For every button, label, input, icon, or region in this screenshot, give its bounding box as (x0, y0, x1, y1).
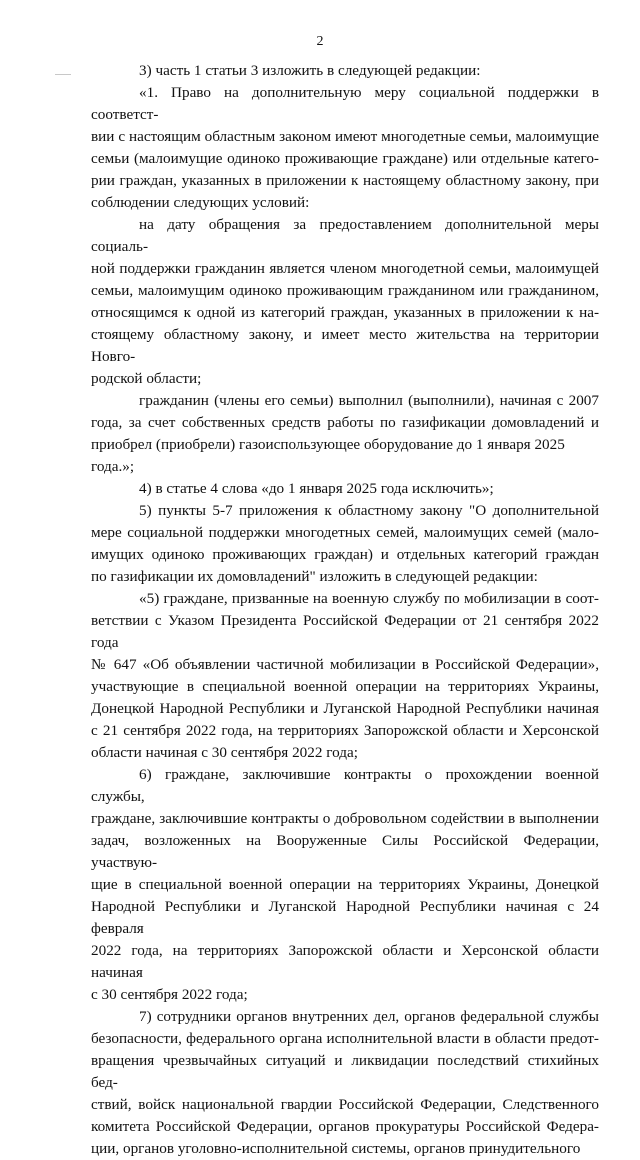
text-line: ной поддержки гражданин является членом многодетной семьи, малоимущей (91, 260, 599, 277)
text-line: рии граждан, указанных в приложении к настоящему областному закону, при (91, 172, 599, 189)
scan-mark (55, 74, 71, 75)
text-line: 4) в статье 4 слова «до 1 января 2025 года исключить»; (139, 480, 494, 497)
text-line: ствий, войск национальной гвардии Российской Федерации, Следственного (91, 1096, 599, 1113)
text-line: «1. Право на дополнительную меру социальной поддержки в соответст- (91, 84, 599, 123)
text-line: граждане, заключившие контракты о добровольном содействии в выполнении (91, 810, 599, 827)
text-line: 3) часть 1 статьи 3 изложить в следующей редакции: (139, 62, 481, 79)
text-line: мере социальной поддержки многодетных семей, малоимущих семей (мало- (91, 524, 599, 541)
text-line: 6) граждане, заключившие контракты о прохождении военной службы, (91, 766, 599, 805)
document-body (91, 60, 599, 1160)
text-line: родской области; (91, 370, 202, 387)
paragraph (91, 764, 599, 1006)
page-number: 2 (316, 34, 324, 49)
text-line: вращения чрезвычайных ситуаций и ликвидации последствий стихийных бед- (91, 1052, 599, 1091)
text-line: 7) сотрудники органов внутренних дел, органов федеральной службы (139, 1008, 599, 1025)
text-line: ветствии с Указом Президента Российской Федерации от 21 сентября 2022 года (91, 612, 599, 651)
text-line: на дату обращения за предоставлением дополнительной меры социаль- (91, 216, 599, 255)
text-line: задач, возложенных на Вооруженные Силы Российской Федерации, участвую- (91, 832, 599, 871)
text-line: безопасности, федерального органа исполнительной власти в области предот- (91, 1030, 599, 1047)
text-line: гражданин (члены его семьи) выполнил (выполнили), начиная с 2007 (139, 392, 599, 409)
text-line: вии с настоящим областным законом имеют многодетные семьи, малоимущие (91, 128, 599, 145)
text-line: семьи, малоимущим одиноко проживающим гражданином или гражданином, (91, 282, 599, 299)
paragraph (91, 390, 599, 478)
paragraph (91, 214, 599, 390)
text-line: участвующие в специальной военной операции на территориях Украины, (91, 678, 599, 695)
text-line: приобрел (приобрели) газоиспользующее оборудование до 1 января 2025 года.»; (91, 436, 565, 475)
text-line: № 647 «Об объявлении частичной мобилизации в Российской Федерации», (91, 656, 599, 673)
paragraph (91, 1006, 599, 1160)
text-line: щие в специальной военной операции на территориях Украины, Донецкой (91, 876, 599, 893)
text-line: по газификации их домовладений" изложить в следующей редакции: (91, 568, 538, 585)
paragraph (91, 60, 599, 82)
text-line: Донецкой Народной Республики и Луганской Народной Республики начиная (91, 700, 599, 717)
text-line: области начиная с 30 сентября 2022 года; (91, 744, 358, 761)
text-line: года, за счет собственных средств работы по газификации домовладений и (91, 414, 599, 431)
text-line: имущих одиноко проживающих граждан) и отдельных категорий граждан (91, 546, 599, 563)
text-line: с 21 сентября 2022 года, на территориях Запорожской области и Херсонской (91, 722, 599, 739)
text-line: ции, органов уголовно-исполнительной системы, органов принудительного (91, 1140, 581, 1157)
text-line: «5) граждане, призванные на военную службу по мобилизации в соот- (139, 590, 599, 607)
paragraph (91, 82, 599, 214)
text-line: Народной Республики и Луганской Народной Республики начиная с 24 февраля (91, 898, 599, 937)
text-line: семьи (малоимущие одиноко проживающие граждане) или отдельные катего- (91, 150, 599, 167)
text-line: соблюдении следующих условий: (91, 194, 310, 211)
paragraph (91, 588, 599, 764)
paragraph (91, 500, 599, 588)
text-line: 2022 года, на территориях Запорожской области и Херсонской области начиная (91, 942, 599, 981)
text-line: относящимся к одной из категорий граждан, указанных в приложении к на- (91, 304, 599, 321)
text-line: с 30 сентября 2022 года; (91, 986, 248, 1003)
paragraph (91, 478, 599, 500)
text-line: 5) пункты 5-7 приложения к областному закону "О дополнительной (139, 502, 599, 519)
text-line: стоящему областному закону, и имеет место жительства на территории Новго- (91, 326, 599, 365)
text-line: комитета Российской Федерации, органов прокуратуры Российской Федера- (91, 1118, 599, 1135)
